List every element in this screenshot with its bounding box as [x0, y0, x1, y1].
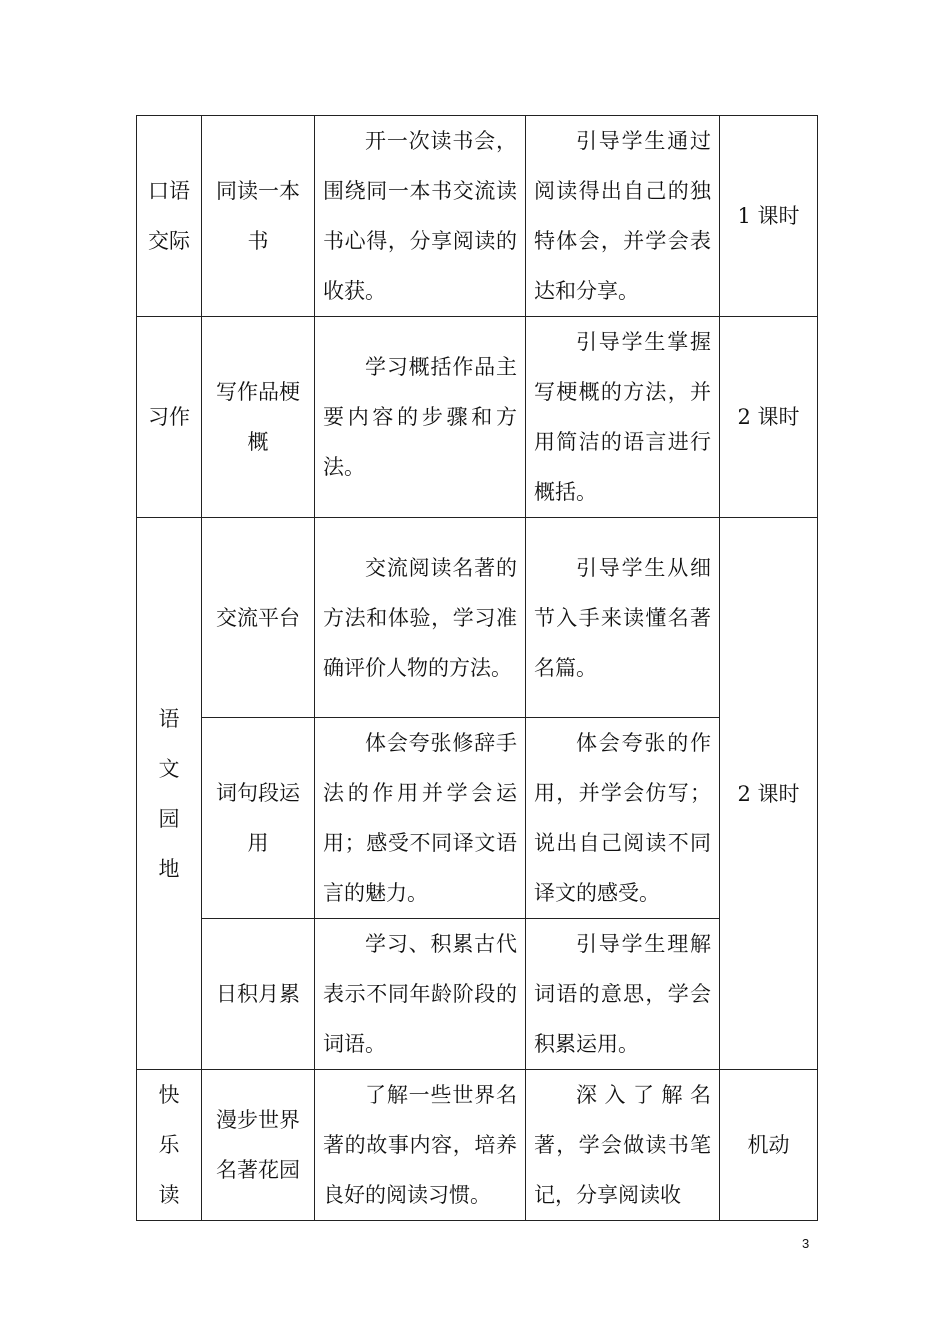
content-cell	[315, 317, 526, 518]
page-number: 3	[802, 1236, 810, 1251]
category-label: 习作	[148, 405, 190, 429]
hours-cell	[720, 1070, 818, 1221]
subject-label: 写作品梗概	[216, 380, 300, 454]
subject-label: 词句段运用	[216, 781, 300, 855]
category-label: 口语交际	[148, 179, 190, 253]
content-cell	[315, 919, 526, 1070]
content-text: 开一次读书会，围绕同一本书交流读书心得，分享阅读的收获。	[323, 129, 517, 303]
hours-cell	[720, 116, 818, 317]
goal-cell	[526, 317, 720, 518]
goal-cell	[526, 1070, 720, 1221]
content-cell	[315, 718, 526, 919]
goal-text: 引导学生通过阅读得出自己的独特体会，并学会表达和分享。	[534, 129, 711, 303]
category-cell	[137, 317, 202, 518]
goal-cell	[526, 518, 720, 718]
subject-label: 漫步世界名著花园	[216, 1108, 300, 1182]
subject-label: 日积月累	[216, 982, 300, 1006]
hours-cell	[720, 317, 818, 518]
hours-label: 1 课时	[737, 204, 800, 228]
content-text: 交流阅读名著的方法和体验，学习准确评价人物的方法。	[323, 555, 517, 680]
table-row	[137, 518, 818, 718]
content-text: 学习概括作品主要内容的步骤和方法。	[323, 355, 517, 479]
goal-cell	[526, 919, 720, 1070]
category-label: 快乐读	[158, 1083, 180, 1207]
hours-cell	[720, 518, 818, 1070]
content-text: 学习、积累古代表示不同年龄阶段的词语。	[323, 932, 517, 1056]
subject-cell	[202, 116, 315, 317]
subject-cell	[202, 919, 315, 1070]
goal-cell	[526, 116, 720, 317]
content-text: 了解一些世界名著的故事内容，培养良好的阅读习惯。	[323, 1083, 517, 1207]
subject-label: 同读一本书	[216, 179, 300, 253]
goal-text: 引导学生从细节入手来读懂名著名篇。	[534, 555, 711, 680]
category-cell	[137, 1070, 202, 1221]
table-row	[137, 317, 818, 518]
category-cell	[137, 116, 202, 317]
hours-label: 2 课时	[737, 781, 800, 806]
content-cell	[315, 518, 526, 718]
table-row	[137, 1070, 818, 1221]
goal-text: 引导学生理解词语的意思，学会积累运用。	[534, 932, 711, 1056]
subject-cell	[202, 518, 315, 718]
hours-label: 2 课时	[737, 405, 800, 429]
lesson-plan-table	[136, 115, 818, 1221]
content-cell	[315, 116, 526, 317]
goal-text: 引导学生掌握写梗概的方法，并用简洁的语言进行概括。	[534, 330, 711, 504]
content-cell	[315, 1070, 526, 1221]
category-label: 语文园地	[158, 706, 180, 881]
category-cell	[137, 518, 202, 1070]
table-row	[137, 718, 818, 919]
goal-text: 深入了解名著，学会做读书笔记，分享阅读收	[534, 1083, 711, 1207]
content-text: 体会夸张修辞手法的作用并学会运用；感受不同译文语言的魅力。	[323, 731, 517, 905]
table-row	[137, 919, 818, 1070]
subject-cell	[202, 317, 315, 518]
subject-cell	[202, 718, 315, 919]
subject-label: 交流平台	[216, 605, 300, 630]
goal-text: 体会夸张的作用，并学会仿写；说出自己阅读不同译文的感受。	[534, 731, 711, 905]
goal-cell	[526, 718, 720, 919]
hours-label: 机动	[747, 1133, 790, 1157]
table-row	[137, 116, 818, 317]
subject-cell	[202, 1070, 315, 1221]
